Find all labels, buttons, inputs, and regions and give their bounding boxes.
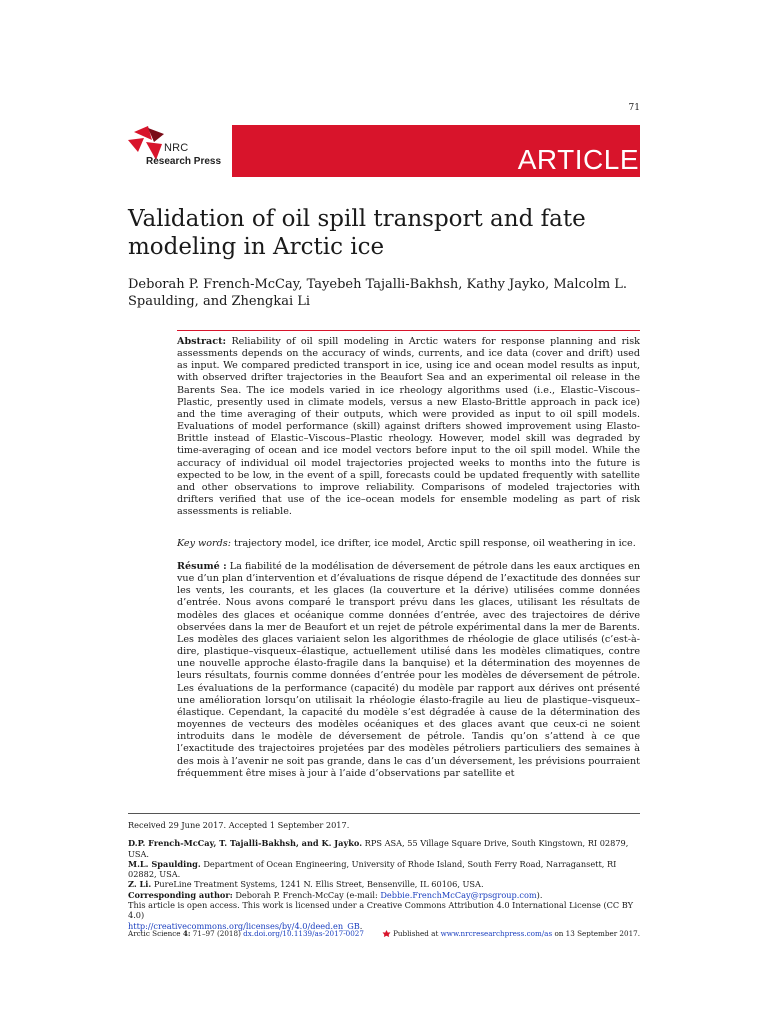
maple-leaf-icon xyxy=(382,930,391,937)
page-footer xyxy=(128,929,640,938)
license-statement xyxy=(128,900,643,931)
corresponding-author-end: ). xyxy=(536,889,543,900)
affiliation-3-names: Z. Li. xyxy=(128,879,152,890)
keywords-label: Key words: xyxy=(177,538,231,549)
page-number: 71 xyxy=(628,103,640,113)
abstract-top-rule xyxy=(177,330,640,331)
journal-site-link[interactable]: www.nrcresearchpress.com/as xyxy=(440,929,553,938)
logo-text-research-press: Research Press xyxy=(146,156,222,167)
corresponding-email-link[interactable]: Debbie.FrenchMcCay@rpsgroup.com xyxy=(380,889,537,900)
corresponding-author-label: Corresponding author: xyxy=(128,889,233,900)
logo-text-nrc: NRC xyxy=(164,142,189,154)
abstract-text: Reliability of oil spill modeling in Arctic waters for response planning and risk assessments depends on the accuracy of winds, currents, and ice data (cover and drift) used as input. We compared predicted transport in ice, using ice and ocean model results as input, with observed drifter trajectories in the Beaufort Sea and an experimental oil release in the Barents Sea. The ice models varied in ice rheology algorithms used (i.e., Elastic–Viscous–Plastic, presently used in climate models, versus a new Elasto-Brittle approach in pack ice) and the time averaging of their outputs, which were provided as input to oil spill models. Evaluations of model performance (skill) against drifters showed improvement using Elasto-Brittle instead of Elastic–Viscous–Plastic rheology. However, model skill was degraded by time-averaging of ocean and ice model vectors before input to the oil spill model. While the accuracy of individual oil model trajectories projected weeks to months into the future is expected to be low, in the event of a spill, forecasts could be updated frequently with satellite and other observations to improve reliability. Comparisons of modeled trajectories with drifters verified that use of the ice–ocean models for ensemble modeling as part of risk assessments is reliable. xyxy=(177,336,640,518)
doi-link[interactable]: dx.doi.org/10.1139/as-2017-0027 xyxy=(243,929,364,938)
journal-pages: 71–97 (2018) xyxy=(190,929,244,938)
article-banner xyxy=(232,125,640,177)
keywords-section xyxy=(177,538,640,550)
notes-rule xyxy=(128,813,640,814)
nrc-research-press-logo xyxy=(128,126,224,176)
affiliation-3-text: PureLine Treatment Systems, 1241 N. Ellis Street, Bensenville, IL 60106, USA. xyxy=(151,879,484,890)
corresponding-author xyxy=(128,890,643,900)
front-matter-notes xyxy=(128,820,643,931)
resume-label: Résumé : xyxy=(177,561,227,572)
affiliation-2-names: M.L. Spaulding. xyxy=(128,858,201,869)
keywords-text: trajectory model, ice drifter, ice model, Arctic spill response, oil weathering in ice. xyxy=(234,538,636,549)
license-url-link[interactable]: http://creativecommons.org/licenses/by/4.0/deed.en_GB xyxy=(128,920,360,931)
journal-name: Arctic Science xyxy=(128,929,181,938)
license-text: This article is open access. This work is licensed under a Creative Commons Attribution 4.0 International License (CC BY 4.0) xyxy=(128,900,634,921)
license-end: . xyxy=(359,920,363,931)
received-dates: Received 29 June 2017. Accepted 1 September 2017. xyxy=(128,820,350,830)
affiliation-3 xyxy=(128,879,643,889)
journal-volume: 4: xyxy=(182,929,191,938)
published-prefix: Published at xyxy=(390,929,441,938)
affiliation-1-names: D.P. French-McCay, T. Tajalli-Bakhsh, and K. Jayko. xyxy=(128,838,363,849)
resume-text: La fiabilité de la modélisation de déversement de pétrole dans les eaux arctiques en vue d’un plan d’intervention et d’évaluations de risque dépend de l’exactitude des données sur les vents, les courants, et les glaces (la couverture et la dérive) utilisées comme données d’entrée. Nous avons comparé le transport prévu dans les glaces, utilisant les résultats de modèles des glaces et océanique comme données d’entrée, avec des trajectoires de dérive observées dans la mer de Beaufort et un rejet de pétrole expérimental dans la mer de Barents. Les modèles des glaces variaient selon les algorithmes de rhéologie de glace utilisés (c’est-à-dire, plastique–visqueux–élastique, actuellement utilisé dans les modèles climatiques, contre une nouvelle approche élasto-fragile dans la banquise) et la détermination des moyennes de leurs résultats, fournis comme données d’entrée pour les modèles de déversement de pétrole. Les évaluations de la performance (capacité) du modèle par rapport aux dérives ont présenté une amélioration lorsqu’on utilisait la rhéologie élasto-fragile au lieu de plastique–visqueux–élastique. Cependant, la capacité du modèle s’est dégradée à cause de la détermination des moyennes de vecteurs des modèles océaniques et des glaces avant que ceux-ci ne soient introduits dans le modèle de déversement de pétrole. Tandis qu’on s’attend à ce que l’exactitude des trajectoires projetées par des modèles pétroliers particuliers des semaines à des mois à l’avenir ne soit pas grande, dans le cas d’un déversement, les prévisions pourraient fréquemment être mises à jour à l’aide d’observations par satellite et xyxy=(177,561,640,779)
author-list: Deborah P. French-McCay, Tayebeh Tajalli-Bakhsh, Kathy Jayko, Malcolm L. Spaulding, and Zhengkai Li xyxy=(128,277,628,309)
corresponding-author-text: Deborah P. French-McCay (e-mail: xyxy=(232,889,381,900)
affiliation-2 xyxy=(128,859,643,880)
abstract-section xyxy=(177,336,640,518)
affiliation-1 xyxy=(128,838,643,859)
resume-section xyxy=(177,561,640,780)
affiliation-1-text: RPS ASA, 55 Village Square Drive, South Kingstown, RI 02879, USA. xyxy=(128,838,629,859)
footer-published xyxy=(382,929,640,938)
footer-citation xyxy=(128,929,364,938)
published-suffix: on 13 September 2017. xyxy=(552,929,640,938)
abstract-label: Abstract: xyxy=(177,336,227,347)
article-banner-label: ARTICLE xyxy=(517,144,639,175)
affiliation-2-text: Department of Ocean Engineering, University of Rhode Island, South Ferry Road, Narragansett, RI 02882, USA. xyxy=(128,858,617,880)
article-title: Validation of oil spill transport and fate modeling in Arctic ice xyxy=(128,206,586,260)
